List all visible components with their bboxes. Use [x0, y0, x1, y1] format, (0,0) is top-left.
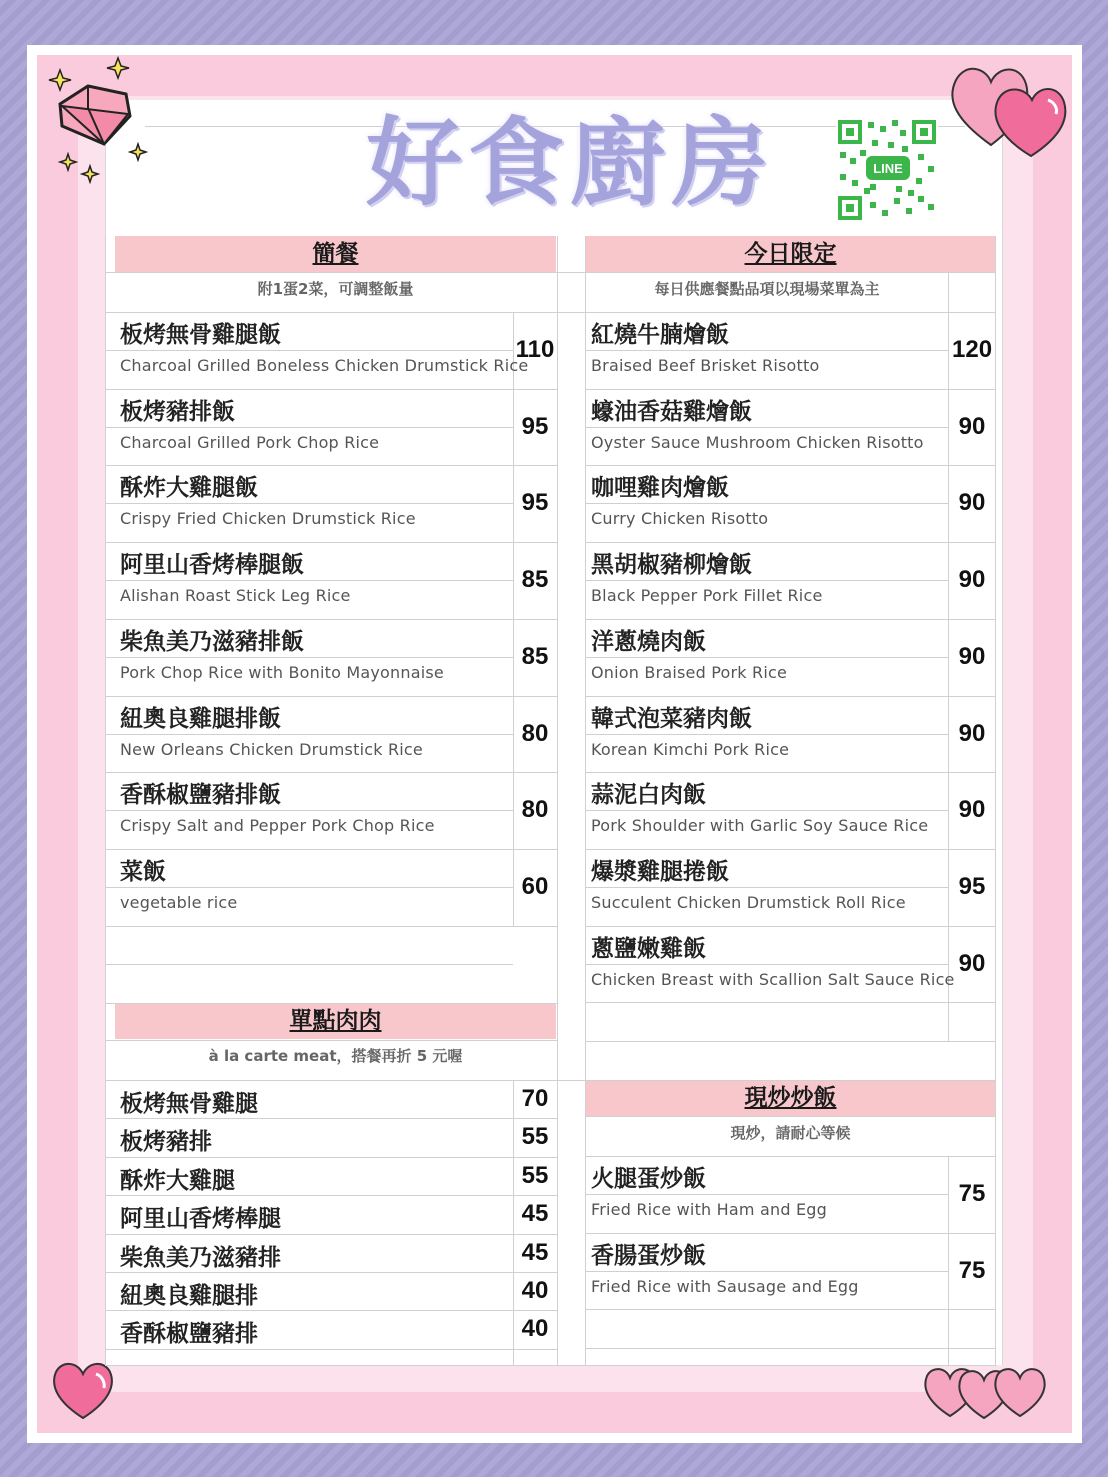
menu-item-name: 香酥椒鹽豬排 [120, 1321, 258, 1348]
menu-item-english: Charcoal Grilled Boneless Chicken Drumstick Rice [120, 356, 529, 375]
grid-line [585, 734, 948, 735]
menu-item-price: 110 [515, 336, 555, 363]
grid-line [105, 1349, 557, 1350]
grid-line [105, 427, 513, 428]
menu-item-name: 黑胡椒豬柳燴飯 [591, 552, 752, 579]
menu-item-price: 75 [958, 1180, 986, 1207]
section-subtitle-a-la-carte: à la carte meat，搭餐再折 5 元喔 [208, 1047, 463, 1065]
grid-line [585, 465, 996, 466]
section-header-today-special: 今日限定 [586, 236, 995, 272]
heart-icon [946, 60, 1074, 160]
menu-item-name: 韓式泡菜豬肉飯 [591, 705, 752, 732]
grid-line [105, 772, 557, 773]
menu-item-english: Crispy Fried Chicken Drumstick Rice [120, 509, 416, 529]
heart-icon [922, 1362, 1052, 1422]
diamond-icon [48, 56, 148, 186]
menu-item-name: 蒜泥白肉飯 [591, 782, 706, 809]
menu-item-price: 80 [521, 796, 549, 824]
menu-item-price: 40 [521, 1277, 549, 1304]
grid-line [585, 619, 996, 620]
grid-line [585, 696, 996, 697]
grid-line [105, 810, 513, 811]
menu-item-english: Black Pepper Pork Fillet Rice [591, 586, 823, 606]
menu-item-name: 咖哩雞肉燴飯 [591, 475, 729, 502]
grid-line [585, 1156, 996, 1157]
menu-item-price: 55 [521, 1123, 549, 1151]
menu-item-english: Curry Chicken Risotto [591, 509, 769, 529]
grid-line [105, 389, 557, 390]
menu-item-name: 酥炸大雞腿 [120, 1167, 235, 1194]
section-subtitle-fried-rice: 現炒，請耐心等候 [730, 1124, 851, 1142]
grid-line [105, 1310, 557, 1311]
grid-line [585, 1194, 948, 1195]
grid-line [585, 887, 948, 888]
menu-item-name: 板烤無骨雞腿 [120, 1091, 258, 1117]
menu-item-price: 90 [958, 796, 986, 824]
menu-item-name: 阿里山香烤棒腿飯 [120, 552, 304, 579]
grid-line [585, 427, 948, 428]
menu-item-name: 洋蔥燒肉飯 [591, 628, 706, 655]
grid-line [585, 580, 948, 581]
menu-item-price: 95 [521, 489, 549, 517]
grid-line [105, 236, 106, 1366]
section-header-a-la-carte: 單點肉肉 [115, 1003, 556, 1039]
grid-line [105, 849, 557, 850]
menu-item-english: Fried Rice with Sausage and Egg [591, 1276, 859, 1296]
grid-line [105, 580, 513, 581]
menu-item-english: Braised Beef Brisket Risotto [591, 356, 820, 375]
menu-item-english: Alishan Roast Stick Leg Rice [120, 586, 351, 606]
grid-line [105, 1365, 996, 1366]
menu-item-price: 120 [952, 336, 993, 363]
grid-line [513, 1080, 514, 1366]
grid-line [105, 619, 557, 620]
grid-line [105, 542, 557, 543]
menu-item-price: 90 [958, 412, 986, 440]
grid-line [557, 236, 558, 1366]
menu-item-name: 紐奧良雞腿排 [120, 1283, 258, 1309]
menu-item-name: 柴魚美乃滋豬排飯 [120, 628, 304, 655]
grid-line [105, 465, 557, 466]
menu-item-name: 板烤豬排飯 [120, 398, 235, 425]
menu-item-price: 90 [958, 489, 986, 517]
menu-item-price: 75 [958, 1256, 986, 1284]
menu-item-english: Korean Kimchi Pork Rice [591, 739, 790, 759]
menu-item-price: 90 [958, 949, 986, 977]
grid-line [105, 1040, 557, 1041]
section-header-fried-rice: 現炒炒飯 [586, 1080, 995, 1116]
grid-line [585, 1233, 996, 1234]
grid-line [948, 1156, 949, 1366]
grid-line [105, 696, 557, 697]
grid-line [105, 312, 996, 313]
grid-line [585, 389, 996, 390]
menu-item-name: 板烤豬排 [120, 1129, 212, 1156]
menu-item-english: Onion Braised Pork Rice [591, 662, 788, 682]
menu-item-english: vegetable rice [120, 892, 238, 912]
menu-item-price: 90 [958, 566, 986, 594]
grid-line [585, 350, 948, 351]
page-title: 好食廚房 [366, 106, 774, 219]
grid-line [105, 926, 557, 927]
qr-icon [836, 118, 938, 222]
menu-item-name: 酥炸大雞腿飯 [120, 475, 258, 502]
menu-item-price: 70 [521, 1085, 549, 1112]
menu-item-name: 菜飯 [120, 858, 166, 885]
grid-line [105, 350, 513, 351]
grid-line [105, 1118, 557, 1119]
menu-item-name: 紐奧良雞腿排飯 [120, 705, 281, 732]
menu-item-english: Fried Rice with Ham and Egg [591, 1200, 827, 1219]
menu-item-name: 火腿蛋炒飯 [591, 1166, 706, 1192]
menu-item-name: 紅燒牛腩燴飯 [591, 322, 729, 348]
grid-line [105, 1195, 557, 1196]
menu-item-price: 85 [521, 566, 549, 594]
menu-item-name: 香腸蛋炒飯 [591, 1242, 706, 1269]
menu-item-price: 45 [521, 1200, 549, 1228]
menu-item-price: 80 [521, 719, 549, 747]
grid-line [105, 1080, 996, 1081]
menu-item-english: New Orleans Chicken Drumstick Rice [120, 739, 423, 759]
section-subtitle-today-special: 每日供應餐點品項以現場菜單為主 [654, 280, 880, 298]
menu-item-price: 45 [521, 1238, 549, 1266]
grid-line [585, 810, 948, 811]
menu-item-name: 爆漿雞腿捲飯 [591, 858, 729, 885]
grid-line [105, 1157, 557, 1158]
grid-line [585, 236, 586, 1366]
grid-line [105, 657, 513, 658]
section-header-set-meals: 簡餐 [115, 236, 556, 272]
menu-item-english: Crispy Salt and Pepper Pork Chop Rice [120, 816, 435, 836]
menu-item-english: Oyster Sauce Mushroom Chicken Risotto [591, 432, 924, 452]
menu-item-name: 柴魚美乃滋豬排 [120, 1244, 281, 1271]
menu-item-english: Pork Shoulder with Garlic Soy Sauce Rice [591, 816, 929, 836]
menu-item-price: 95 [958, 872, 986, 900]
menu-item-name: 香酥椒鹽豬排飯 [120, 782, 281, 809]
grid-line [105, 1003, 557, 1004]
menu-item-english: Pork Chop Rice with Bonito Mayonnaise [120, 662, 444, 682]
menu-item-price: 85 [521, 642, 549, 670]
menu-item-price: 90 [958, 642, 986, 670]
grid-line [585, 503, 948, 504]
menu-item-english: Succulent Chicken Drumstick Roll Rice [591, 892, 906, 912]
grid-line [995, 236, 996, 1366]
section-subtitle-set-meals: 附1蛋2菜，可調整飯量 [257, 280, 414, 298]
menu-item-english: Charcoal Grilled Pork Chop Rice [120, 432, 380, 452]
menu-item-name: 蠔油香菇雞燴飯 [591, 398, 752, 425]
grid-line [105, 272, 996, 273]
grid-line [585, 964, 948, 965]
grid-line [585, 1002, 996, 1003]
grid-line [585, 1116, 996, 1117]
menu-item-price: 90 [958, 719, 986, 747]
grid-line [585, 1309, 996, 1310]
grid-line [585, 849, 996, 850]
grid-line [105, 964, 513, 965]
grid-line [105, 1234, 557, 1235]
menu-item-english: Chicken Breast with Scallion Salt Sauce Rice [591, 969, 955, 989]
menu-item-price: 55 [521, 1161, 549, 1189]
menu-item-name: 板烤無骨雞腿飯 [120, 322, 281, 348]
grid-line [105, 734, 513, 735]
menu-item-price: 40 [521, 1315, 549, 1343]
heart-icon [50, 1358, 116, 1422]
menu-item-price: 95 [521, 412, 549, 440]
grid-line [585, 657, 948, 658]
grid-line [585, 926, 996, 927]
grid-line [105, 1272, 557, 1273]
grid-line [585, 772, 996, 773]
menu-item-name: 阿里山香烤棒腿 [120, 1206, 281, 1233]
grid-line [585, 542, 996, 543]
menu-item-name: 蔥鹽嫩雞飯 [591, 935, 706, 962]
grid-line [585, 1348, 996, 1349]
grid-line [105, 503, 513, 504]
line-qr-code[interactable] [836, 118, 938, 222]
grid-line [585, 1041, 996, 1042]
qr-label: LINE [873, 161, 903, 176]
menu-item-price: 60 [521, 872, 549, 900]
grid-line [585, 1271, 948, 1272]
grid-line [105, 887, 513, 888]
